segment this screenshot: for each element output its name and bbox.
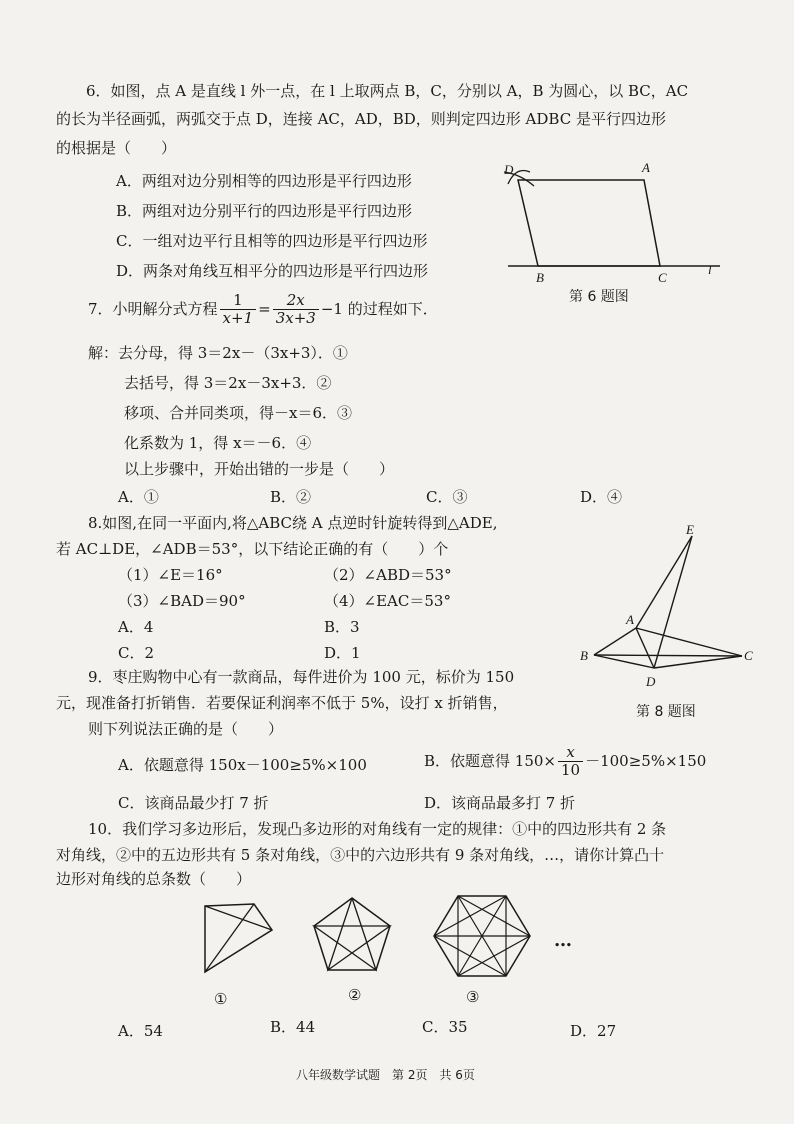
q8-label-c: C xyxy=(744,648,753,663)
q7-frac1-denominator: x+1 xyxy=(222,308,254,327)
q6-line1: 6．如图，点 A 是直线 l 外一点，在 l 上取两点 B，C，分别以 A，B 为圆心，以 BC，AC xyxy=(86,82,689,100)
q9-option-b-suffix: －100≥5%×150 xyxy=(585,752,707,770)
q10-pentagon-figure xyxy=(310,894,395,979)
q7-equals: = xyxy=(258,300,271,318)
q7-frac2-numerator: 2x xyxy=(273,292,319,310)
q7-fraction-1 xyxy=(220,292,257,326)
q10-figure-label-2: ② xyxy=(348,986,362,1004)
q10-figure-label-3: ③ xyxy=(466,988,480,1006)
q10-option-d: D．27 xyxy=(570,1022,617,1040)
q7-option-b: B．② xyxy=(270,488,312,506)
q8-option-d: D．1 xyxy=(324,644,361,662)
q7-step-4: 化系数为 1，得 x＝－6．④ xyxy=(124,434,312,452)
q10-ellipsis: … xyxy=(554,930,572,951)
q6-label-a: A xyxy=(642,160,650,175)
q9-option-a: A．依题意得 150x－100≥5%×100 xyxy=(118,756,367,774)
q9-option-b-fraction xyxy=(558,744,583,778)
q10-option-a: A．54 xyxy=(118,1022,163,1040)
q6-label-b: B xyxy=(536,270,544,285)
q8-option-a: A．4 xyxy=(118,618,154,636)
q7-intro: 7．小明解分式方程 xyxy=(88,300,218,318)
q6-label-c: C xyxy=(658,270,667,285)
q7-option-d: D．④ xyxy=(580,488,623,506)
q9-line2: 元，现准备打折销售．若要保证利润率不低于 5%，设打 x 折销售， xyxy=(56,694,508,712)
q9-option-d: D．该商品最多打 7 折 xyxy=(424,794,576,812)
q9-line1: 9．枣庄购物中心有一款商品，每件进价为 100 元，标价为 150 xyxy=(88,668,515,686)
q10-line1: 10．我们学习多边形后，发现凸多边形的对角线有一定的规律：①中的四边形共有 2 条 xyxy=(88,820,667,838)
q7-equation-line xyxy=(88,292,438,326)
q8-option-b: B．3 xyxy=(324,618,360,636)
q9-option-b-prefix: B．依题意得 150× xyxy=(424,752,556,770)
q10-quadrilateral-figure xyxy=(200,898,280,978)
q8-conclusion-2: （2）∠ABD＝53° xyxy=(324,566,452,584)
q7-step-1: 解：去分母，得 3＝2x－（3x+3）．① xyxy=(88,344,348,362)
q7-option-c: C．③ xyxy=(426,488,468,506)
q10-line2: 对角线，②中的五边形共有 5 条对角线，③中的六边形共有 9 条对角线，…，请你计算凸十 xyxy=(56,846,665,864)
q8-conclusion-4: （4）∠EAC＝53° xyxy=(324,592,451,610)
q7-fraction-2 xyxy=(273,292,319,326)
q8-label-d: D xyxy=(646,674,656,689)
q8-conclusion-3: （3）∠BAD＝90° xyxy=(118,592,246,610)
q7-question: 以上步骤中，开始出错的一步是（ ） xyxy=(124,460,395,478)
q10-hexagon-figure xyxy=(432,892,532,982)
q8-label-e: E xyxy=(686,522,694,537)
q7-frac1-numerator: 1 xyxy=(220,292,257,310)
q7-step-3: 移项、合并同类项，得－x＝6．③ xyxy=(124,404,353,422)
q10-option-b: B．44 xyxy=(270,1018,316,1036)
q6-figure-caption: 第 6 题图 xyxy=(569,289,629,305)
q8-label-a: A xyxy=(626,612,634,627)
q9-option-b-denominator: 10 xyxy=(561,760,581,779)
q8-figure xyxy=(570,518,770,698)
page-footer: 八年级数学试题 第 2页 共 6页 xyxy=(296,1068,475,1082)
q9-option-c: C．该商品最少打 7 折 xyxy=(118,794,269,812)
q6-option-d: D．两条对角线互相平分的四边形是平行四边形 xyxy=(116,262,429,280)
q6-option-a: A．两组对边分别相等的四边形是平行四边形 xyxy=(116,172,412,190)
q6-label-d: D xyxy=(504,162,514,177)
q9-option-b-numerator: x xyxy=(558,744,583,762)
q6-label-l: l xyxy=(708,262,712,277)
q6-figure xyxy=(490,158,740,288)
q8-option-c: C．2 xyxy=(118,644,155,662)
q10-option-c: C．35 xyxy=(422,1018,468,1036)
q6-line3: 的根据是（ ） xyxy=(56,139,177,157)
q10-line3: 边形对角线的总条数（ ） xyxy=(56,870,252,888)
q7-option-a: A．① xyxy=(118,488,159,506)
q7-tail: −1 的过程如下． xyxy=(320,300,438,318)
q8-label-b: B xyxy=(580,648,588,663)
q9-option-b xyxy=(424,744,706,778)
q7-frac2-denominator: 3x+3 xyxy=(275,308,316,327)
q8-conclusion-1: （1）∠E＝16° xyxy=(118,566,223,584)
q6-option-c: C．一组对边平行且相等的四边形是平行四边形 xyxy=(116,232,428,250)
q10-figure-label-1: ① xyxy=(214,990,228,1008)
q8-figure-caption: 第 8 题图 xyxy=(636,704,696,720)
q6-line2: 的长为半径画弧，两弧交于点 D，连接 AC，AD，BD，则判定四边形 ADBC 是平行四边形 xyxy=(56,110,666,128)
q8-line1: 8.如图,在同一平面内,将△ABC绕 A 点逆时针旋转得到△ADE, xyxy=(88,514,498,532)
q8-line2: 若 AC⊥DE，∠ADB＝53°，以下结论正确的有（ ）个 xyxy=(56,540,449,558)
q6-option-b: B．两组对边分别平行的四边形是平行四边形 xyxy=(116,202,413,220)
q9-line3: 则下列说法正确的是（ ） xyxy=(88,720,284,738)
q7-step-2: 去括号，得 3＝2x－3x+3．② xyxy=(124,374,332,392)
